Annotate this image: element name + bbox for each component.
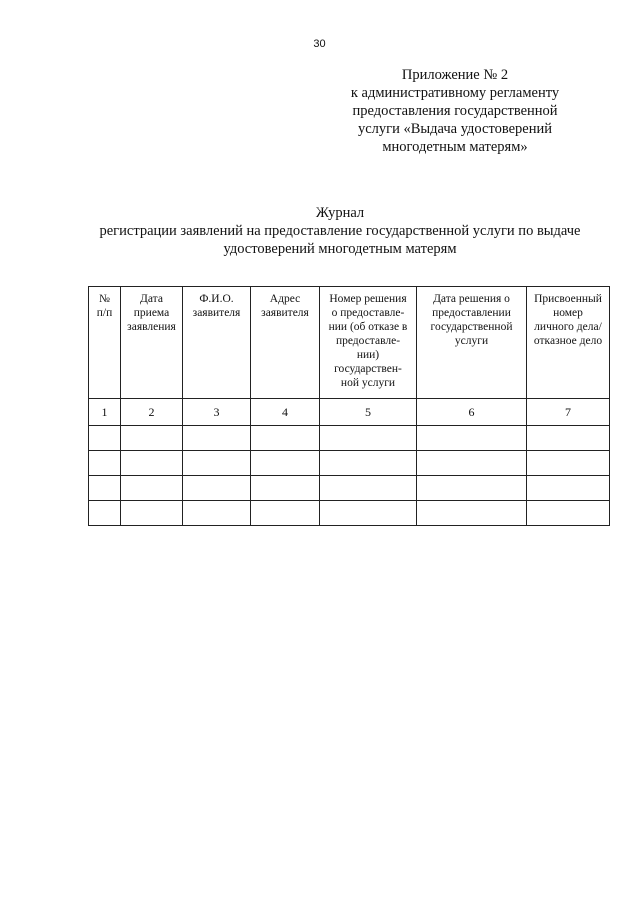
- empty-cell: [527, 426, 610, 451]
- empty-cell: [183, 426, 251, 451]
- journal-heading: [60, 204, 620, 258]
- empty-cell: [89, 451, 121, 476]
- appendix-line: Приложение № 2: [401, 67, 509, 83]
- empty-cell: [320, 451, 417, 476]
- empty-cell: [320, 476, 417, 501]
- journal-subtitle-line: регистрации заявлений на предоставление государственной услуги по выдаче: [99, 223, 581, 239]
- table-row: [89, 501, 610, 526]
- header-line: предоставле-: [335, 335, 401, 347]
- header-line: услуги: [454, 335, 489, 347]
- empty-cell: [527, 476, 610, 501]
- registration-journal-table: [88, 286, 610, 526]
- header-line: Ф.И.О.: [199, 293, 234, 305]
- column-number-row: [89, 399, 610, 426]
- empty-cell: [121, 451, 183, 476]
- column-number-cell: 6: [417, 399, 527, 426]
- empty-cell: [121, 501, 183, 526]
- empty-cell: [121, 476, 183, 501]
- header-cell-case-number: [527, 287, 610, 399]
- column-number-cell: 1: [89, 399, 121, 426]
- header-cell-decision-date: [417, 287, 527, 399]
- column-number-cell: 5: [320, 399, 417, 426]
- table-header-row: [89, 287, 610, 399]
- empty-cell: [251, 476, 320, 501]
- empty-cell: [417, 476, 527, 501]
- appendix-line: к административному регламенту: [350, 85, 560, 101]
- table-row: [89, 426, 610, 451]
- header-line: заявителя: [261, 307, 309, 319]
- appendix-line: услуги «Выдача удостоверений: [357, 121, 553, 137]
- header-cell-applicant-address: [251, 287, 320, 399]
- header-line: Дата решения о: [433, 293, 510, 305]
- empty-cell: [89, 476, 121, 501]
- empty-cell: [121, 426, 183, 451]
- header-line: предоставлении: [432, 307, 511, 319]
- journal-subtitle-line: удостоверений многодетным матерям: [223, 241, 457, 257]
- table-row: [89, 476, 610, 501]
- header-line: Присвоенный: [534, 293, 602, 305]
- header-line: заявления: [127, 321, 176, 333]
- empty-cell: [527, 501, 610, 526]
- empty-cell: [251, 426, 320, 451]
- header-line: номер: [553, 307, 583, 319]
- empty-cell: [89, 501, 121, 526]
- empty-cell: [183, 501, 251, 526]
- header-line: личного дела/: [534, 321, 602, 333]
- appendix-line: многодетным матерям»: [382, 139, 528, 155]
- header-cell-receipt-date: [121, 287, 183, 399]
- empty-cell: [417, 501, 527, 526]
- empty-cell: [320, 426, 417, 451]
- empty-cell: [89, 426, 121, 451]
- empty-cell: [320, 501, 417, 526]
- appendix-header: [330, 66, 580, 156]
- header-line: заявителя: [192, 307, 241, 319]
- header-line: о предоставле-: [331, 307, 405, 319]
- header-line: №: [99, 293, 110, 305]
- header-line: государственной: [430, 321, 513, 333]
- column-number-cell: 2: [121, 399, 183, 426]
- page-number: 30: [313, 38, 326, 50]
- column-number-cell: 4: [251, 399, 320, 426]
- header-cell-number: [89, 287, 121, 399]
- header-line: отказное дело: [533, 335, 603, 347]
- empty-cell: [417, 426, 527, 451]
- header-line: Номер решения: [329, 293, 407, 305]
- header-cell-applicant-name: [183, 287, 251, 399]
- header-line: нии): [356, 349, 380, 361]
- header-line: Адрес: [269, 293, 301, 305]
- empty-cell: [527, 451, 610, 476]
- header-line: п/п: [96, 307, 113, 319]
- header-line: государствен-: [334, 363, 402, 375]
- table-row: [89, 451, 610, 476]
- empty-cell: [417, 451, 527, 476]
- header-cell-decision-number: [320, 287, 417, 399]
- journal-title: Журнал: [315, 205, 365, 221]
- empty-cell: [183, 476, 251, 501]
- empty-cell: [183, 451, 251, 476]
- header-line: ной услуги: [340, 377, 396, 389]
- header-line: приема: [133, 307, 170, 319]
- header-line: Дата: [140, 293, 163, 305]
- header-line: нии (об отказе в: [328, 321, 408, 333]
- empty-cell: [251, 501, 320, 526]
- column-number-cell: 7: [527, 399, 610, 426]
- column-number-cell: 3: [183, 399, 251, 426]
- empty-cell: [251, 451, 320, 476]
- appendix-line: предоставления государственной: [352, 103, 558, 119]
